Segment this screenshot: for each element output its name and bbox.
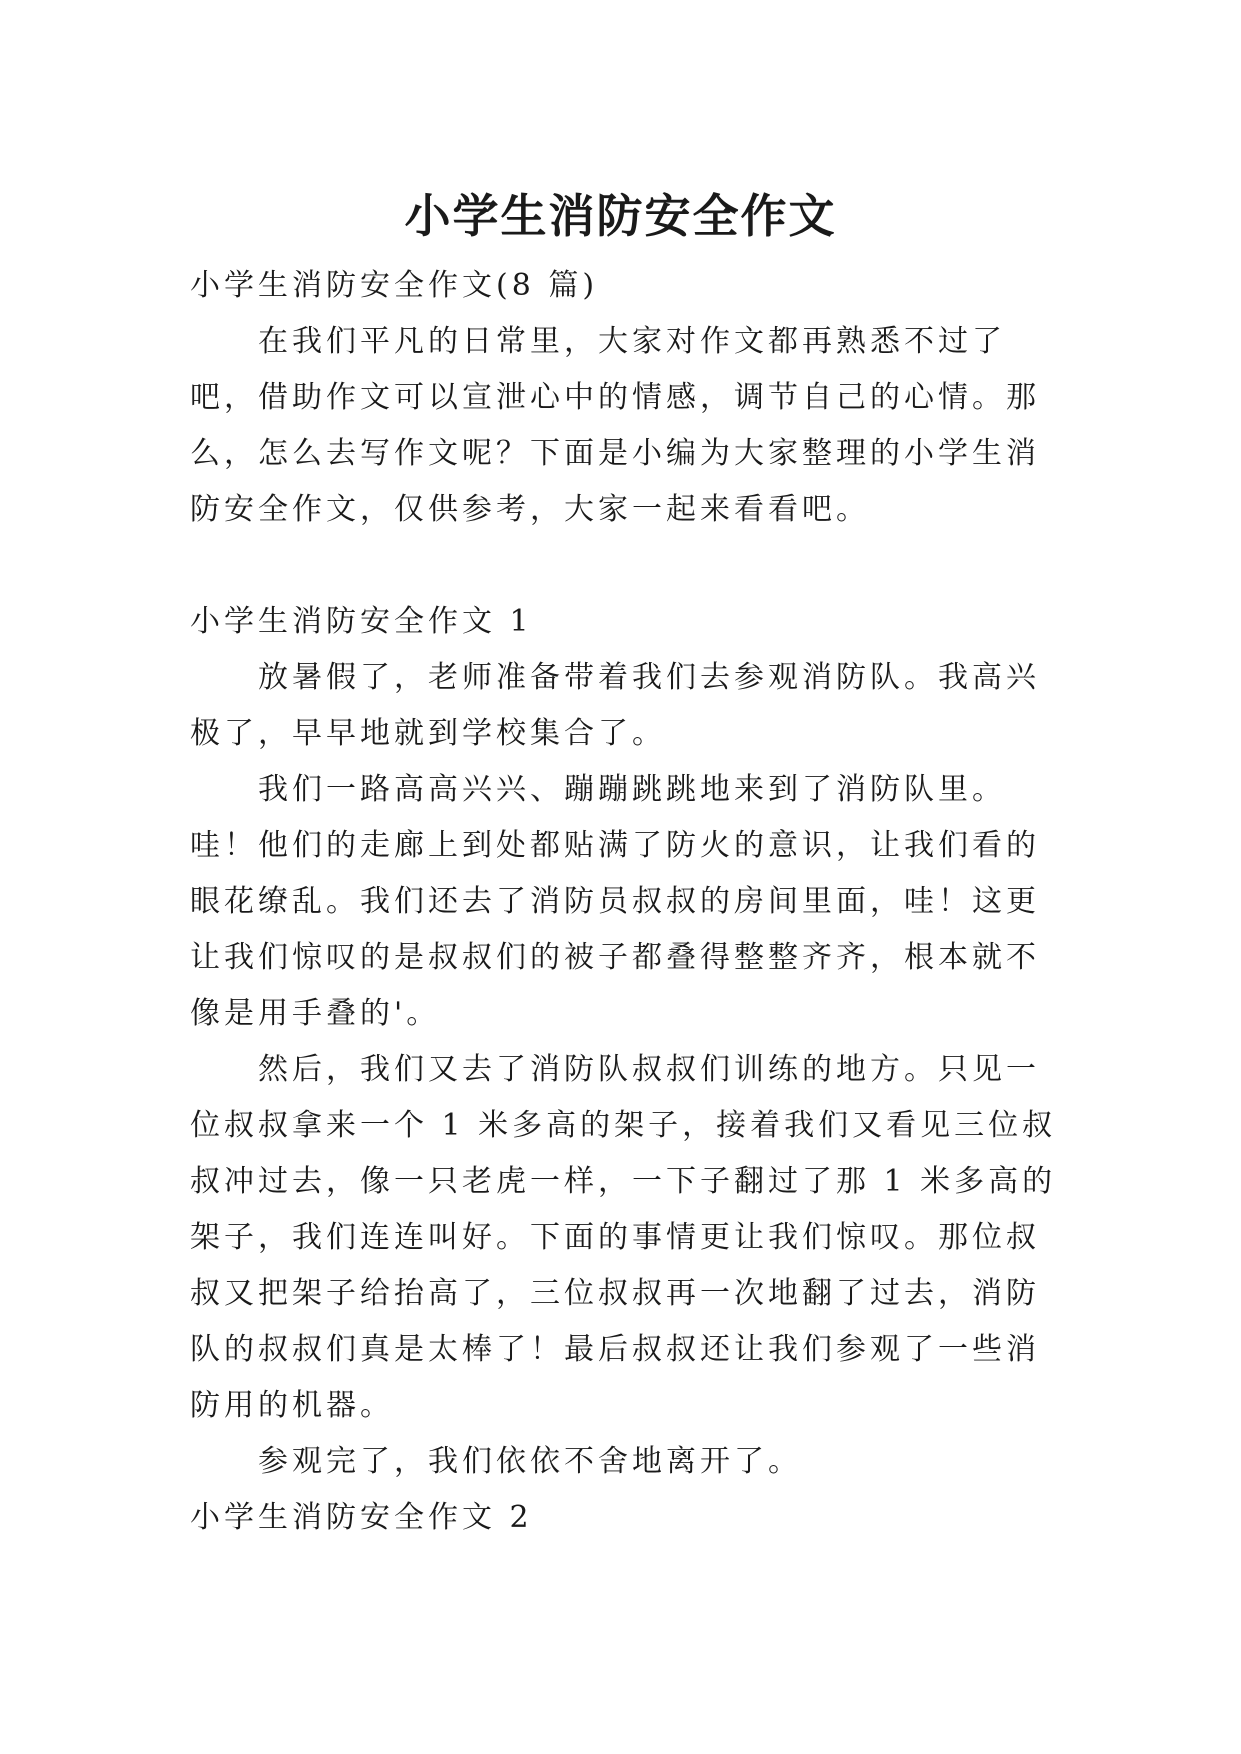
essay-1-paragraph: 然后，我们又去了消防队叔叔们训练的地方。只见一位叔叔拿来一个 1 米多高的架子，接着我们又看见三位叔叔冲过去，像一只老虎一样，一下子翻过了那 1 米多高的架子，我们连连叫好。下面的事情更让我们惊叹。那位叔叔又把架子给抬高了，三位叔叔再一次地翻了过去，消防队的叔叔们真是太棒了！最后叔叔还让我们参观了一些消防用的机器。	[190, 1052, 1057, 1423]
essay-2-heading: 小学生消防安全作文 2	[190, 1500, 533, 1535]
document-body	[190, 258, 1070, 1546]
essay-1-paragraph: 我们一路高高兴兴、蹦蹦跳跳地来到了消防队里。哇！他们的走廊上到处都贴满了防火的意识，让我们看的眼花缭乱。我们还去了消防员叔叔的房间里面，哇！这更让我们惊叹的是叔叔们的被子都叠得整整齐齐，根本就不像是用手叠的'。	[190, 772, 1040, 1031]
intro-paragraph: 在我们平凡的日常里，大家对作文都再熟悉不过了吧，借助作文可以宣泄心中的情感，调节自己的心情。那么，怎么去写作文呢？下面是小编为大家整理的小学生消防安全作文，仅供参考，大家一起来看看吧。	[190, 324, 1040, 527]
essay-1-paragraph: 放暑假了，老师准备带着我们去参观消防队。我高兴极了，早早地就到学校集合了。	[190, 660, 1040, 751]
document-subtitle: 小学生消防安全作文(8 篇)	[190, 268, 599, 303]
essay-1-paragraph: 参观完了，我们依依不舍地离开了。	[258, 1444, 802, 1479]
document-title: 小学生消防安全作文	[404, 188, 837, 243]
essay-1-heading: 小学生消防安全作文 1	[190, 604, 533, 639]
